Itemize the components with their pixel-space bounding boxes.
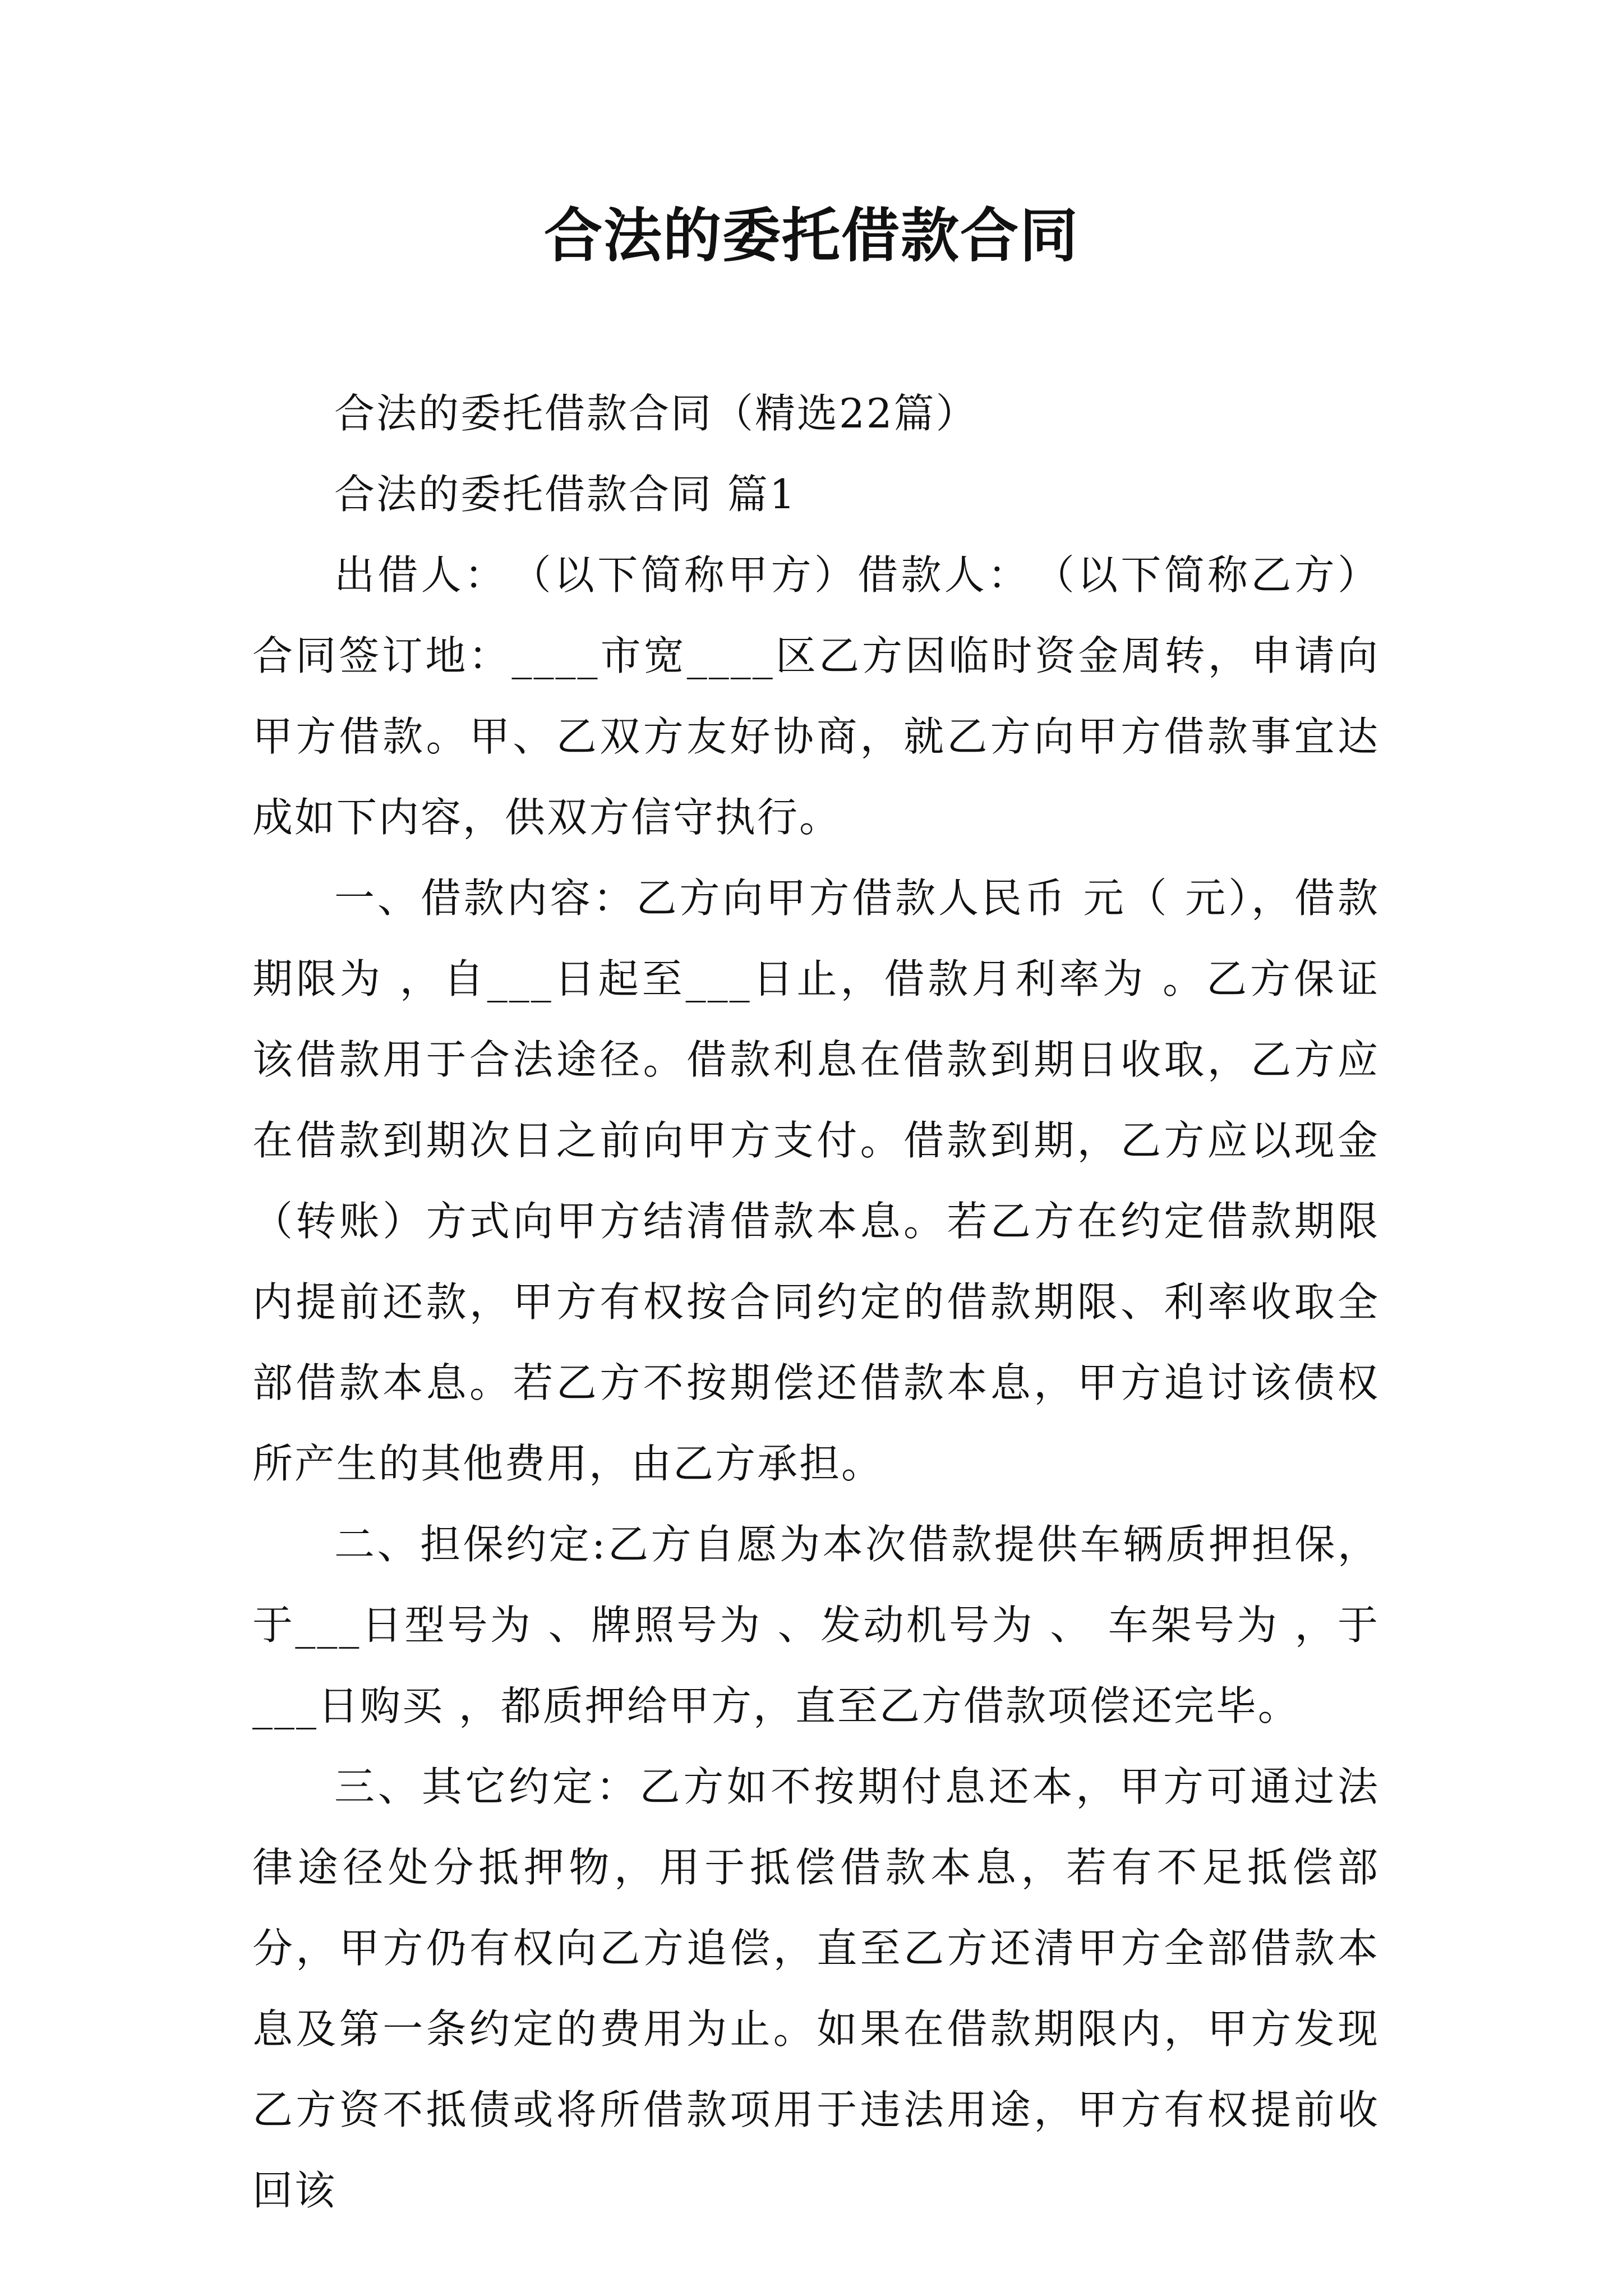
loan-content-paragraph: 一、借款内容：乙方向甲方借款人民币 元（ 元），借款期限为 ，自___日起至___日止，借款月利率为 。乙方保证该借款用于合法途径。借款利息在借款到期日收取，乙方应在借款到期次日之前向甲方支付。借款到期，乙方应以现金（转账）方式向甲方结清借款本息。若乙方在约定借款期限内提前还款，甲方有权按合同约定的借款期限、利率收取全部借款本息。若乙方不按期偿还借款本息，甲方追讨该债权所产生的其他费用，由乙方承担。: [252, 875, 1380, 1487]
document-title: 合法的委托借款合同: [543, 201, 1079, 270]
document-body: [252, 373, 1380, 2231]
other-terms-paragraph: 三、其它约定：乙方如不按期付息还本，甲方可通过法律途径处分抵押物，用于抵偿借款本息，若有不足抵偿部分，甲方仍有权向乙方追偿，直至乙方还清甲方全部借款本息及第一条约定的费用为止。如果在借款期限内，甲方发现乙方资不抵债或将所借款项用于违法用途，甲方有权提前收回该: [252, 1763, 1380, 2214]
parties-paragraph: 出借人： （以下简称甲方）借款人： （以下简称乙方）合同签订地：____市宽____区乙方因临时资金周转，申请向甲方借款。甲、乙双方友好协商，就乙方向甲方借款事宜达成如下内容，供双方信守执行。: [252, 551, 1380, 841]
section-heading-paragraph: 合法的委托借款合同 篇1: [334, 471, 797, 518]
subtitle-paragraph: 合法的委托借款合同（精选22篇）: [334, 390, 978, 437]
guarantee-paragraph: 二、担保约定:乙方自愿为本次借款提供车辆质押担保，于___日型号为 、牌照号为 、发动机号为 、 车架号为 ，于___日购买 ，都质押给甲方，直至乙方借款项偿还完毕。: [252, 1521, 1380, 1729]
